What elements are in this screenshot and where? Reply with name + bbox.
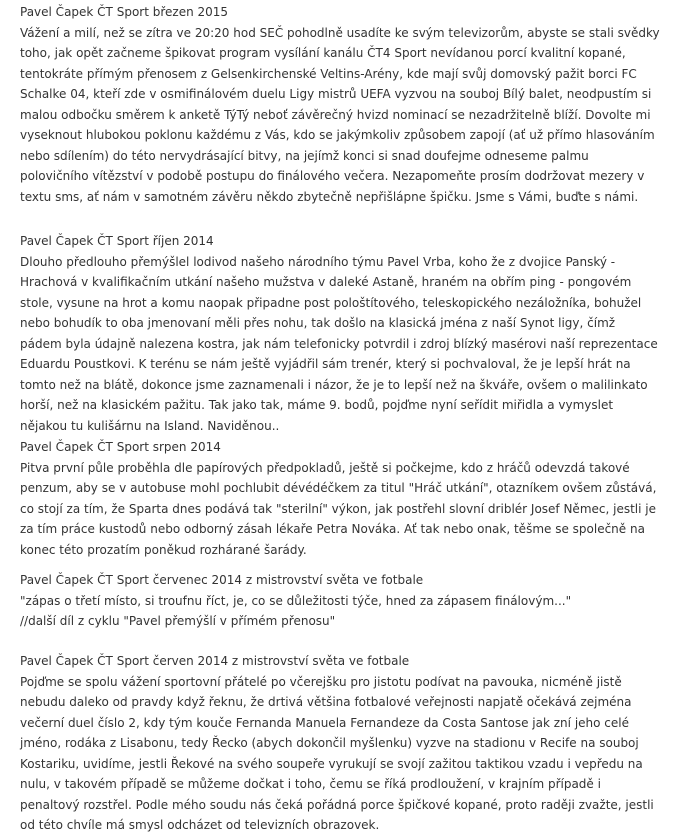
post bbox=[20, 570, 699, 632]
post-text-line: polovičního vítězství v podobě postupu do finálového večera. Nezapomeňte prosím dodržovat mezery v bbox=[20, 169, 645, 183]
post-title: Pavel Čapek ČT Sport červen 2014 z mistrovství světa ve fotbale bbox=[20, 654, 410, 668]
post-title: Pavel Čapek ČT Sport říjen 2014 bbox=[20, 234, 214, 248]
post-text-line: Hrachová v kvalifikačním utkání našeho mužstva v daleké Astaně, hraném na obřím ping - pongovém bbox=[20, 275, 632, 289]
post-text-line: večerní duel číslo 2, kdy tým kouče Fernanda Manuela Fernandeze da Costa Santose jak zní jeho celé bbox=[20, 715, 629, 730]
post-text-line: Dlouho předlouho přemýšlel lodivod našeho národního týmu Pavel Vrba, koho že z dvojice Panský - bbox=[20, 254, 616, 269]
post-text-line: Kostariku, uvidíme, jestli Řekové na svého soupeře vyrukují se svojí zažitou taktikou vzadu i vepředu na bbox=[20, 756, 643, 771]
post-title: Pavel Čapek ČT Sport srpen 2014 bbox=[20, 440, 221, 454]
post-text-line: od této chvíle má smysl odcházet od televizních obrazovek. bbox=[20, 818, 380, 832]
post-text-line: konec této prozatím poněkud rozhárané šarády. bbox=[20, 542, 307, 557]
post-text-line: za tím práce kustodů nebo odborný zásah lékaře Petra Nováka. Ať tak nebo onak, těšme se společně na bbox=[20, 522, 645, 536]
post-text-line: nebo bohudík to oba jmenovaní měli přes nohu, tak došlo na klasická jména z naší Synot ligy, čímž bbox=[20, 316, 616, 330]
post bbox=[20, 2, 699, 207]
post-title: Pavel Čapek ČT Sport červenec 2014 z mistrovství světa ve fotbale bbox=[20, 573, 424, 587]
post-text-line: jméno, rodáka z Lisabonu, tedy Řecko (abych dokončil myšlenku) vyzve na stadionu v Recife na souboj bbox=[20, 736, 639, 750]
post-text-line: //další díl z cyklu "Pavel přemýšlí v přímém přenosu" bbox=[20, 614, 336, 628]
post bbox=[20, 651, 699, 836]
post-text-line: Eduardu Poustkovi. K terénu se nám ještě vyjádřil sám trenér, který si pochvaloval, že je lepší hrát na bbox=[20, 357, 631, 371]
post-text-line: penzum, aby se v autobuse mohl pochlubit dévédéčkem za titul "Hráč utkání", otazníkem ovšem zůstává, bbox=[20, 481, 657, 495]
post bbox=[20, 437, 699, 560]
post-text-line: pádem byla údajně nalezena kostra, jak nám telefonicky potvrdil i zdroj blízký masérovi naší reprezentace bbox=[20, 336, 658, 351]
post-text-line: malou odbočku směrem k anketě TýTý neboť závěrečný hvizd nominací se nezadržitelně blíží. Dovolte mi bbox=[20, 107, 651, 122]
post-text-line: co stojí za tím, že Sparta dnes podává tak "sterilní" výkon, jak postřehl slovní driblér Josef Němec, jestli je bbox=[20, 501, 656, 516]
post-text-line: Vážení a milí, než se zítra ve 20:20 hod SEČ pohodlně usadíte ke svým televizorům, abyste se stali svědky bbox=[20, 25, 660, 40]
post-text-line: tomto než na blátě, dokonce jsme zaznamenali i názor, že je to lepší než na škváře, ovšem o malilinkato bbox=[20, 377, 648, 392]
post-text-line: nulu, v takovém případě se můžeme dočkat i toho, čemu se říká prodloužení, v krajním případě i bbox=[20, 777, 601, 791]
post-text-line: nebo sdílením) do této nervydrásající bitvy, na jejímž konci si snad doufejme odneseme palmu bbox=[20, 148, 589, 163]
post-text-line: Pitva první půle proběhla dle papírových předpokladů, ještě si počkejme, kdo z hráčů odevzdá takové bbox=[20, 460, 630, 475]
post bbox=[20, 231, 699, 436]
post-text-line: "zápas o třetí místo, si troufnu říct, je, co se důležitosti týče, hned za zápasem finálovým..." bbox=[20, 593, 572, 608]
post-text-line: textu sms, ať nám v samotném závěru někdo zbytečně nepřišlápne špičku. Jsme s Vámi, buďte s námi. bbox=[20, 189, 639, 204]
post-text-line: penaltový rozstřel. Podle mého soudu nás čeká pořádná porce špičkové kopané, proto raději zvažte, jestli bbox=[20, 797, 654, 812]
post-text-line: horší, než na klasickém pažitu. Tak jako tak, máme 9. bodů, pojďme nyní seřídit miřidla a vymyslet bbox=[20, 398, 614, 412]
post-text-line: stole, vysune na hrot a komu naopak připadne post pološtítového, teleskopického nezáložníka, bohužel bbox=[20, 295, 642, 310]
post-text-line: Pojďme se spolu vážení sportovní přátelé po včerejšku pro jistotu podívat na pavouka, nicméně jistě bbox=[20, 674, 622, 689]
post-text-line: vyseknout hlubokou poklonu každému z Vás, kdo se jakýmkoliv způsobem zapojí (ať už přímo hlasováním bbox=[20, 128, 655, 142]
post-text-line: toho, jak opět začneme špikovat program vysílání kanálu ČT4 Sport nevídanou porcí kvalitní kopané, bbox=[20, 46, 626, 60]
post-text-line: nějakou tu kulišárnu na Island. Naviděnou.. bbox=[20, 418, 280, 433]
post-text-line: tentokráte přímým přenosem z Gelsenkirchenské Veltins-Arény, kde mají svůj domovský pažit borci FC bbox=[20, 66, 637, 81]
post-text-line: nebudu daleko od pravdy když řeknu, že drtivá většina fotbalové veřejnosti napjatě očekává zejména bbox=[20, 695, 632, 709]
post-title: Pavel Čapek ČT Sport březen 2015 bbox=[20, 5, 229, 19]
post-text-line: Schalke 04, kteří zde v osmifinálovém duelu Ligy mistrů UEFA vyzvou na souboj Bílý balet, neodpustím si bbox=[20, 87, 652, 101]
